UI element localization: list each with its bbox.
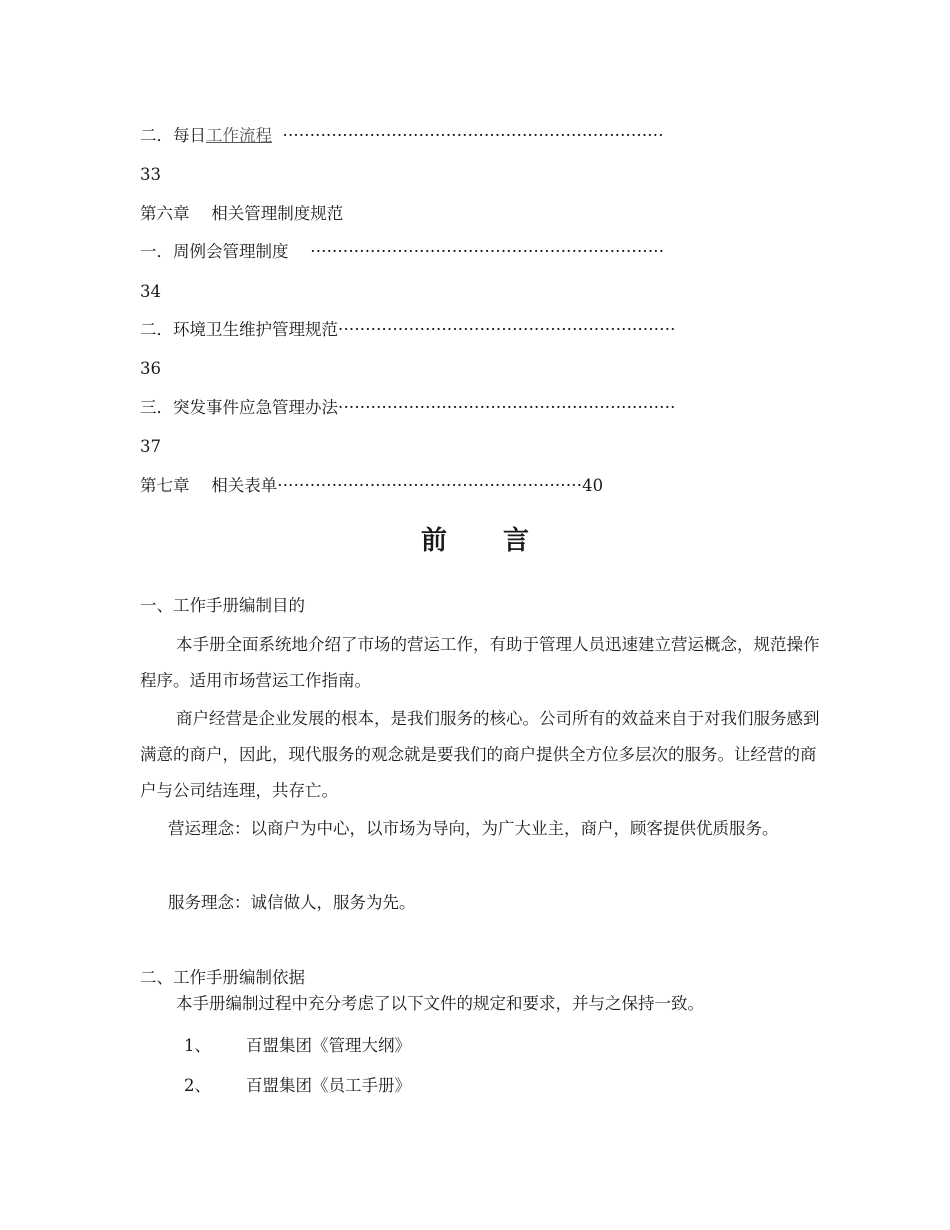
toc-entry [140, 318, 820, 342]
list-item [184, 1034, 411, 1058]
toc-page-number: 40 [582, 476, 604, 495]
toc-entry [140, 474, 820, 498]
toc-page-number: 36 [140, 359, 161, 378]
toc-leader-dots: ······································································ [282, 126, 664, 145]
toc-page-number: 37 [140, 437, 161, 456]
toc-leader-dots: ································································· [310, 242, 665, 261]
toc-entry [140, 124, 820, 148]
toc-page-number: 34 [140, 282, 161, 301]
paragraph-basis-intro: 本手册编制过程中充分考虑了以下文件的规定和要求，并与之保持一致。 [176, 994, 704, 1013]
toc-entry [140, 240, 820, 264]
toc-leader-dots: ························································ [277, 476, 583, 495]
toc-entry-prefix: 二．每日 [140, 126, 206, 145]
toc-chapter-heading: 第六章 相关管理制度规范 [140, 204, 344, 223]
list-item-number: 2、 [184, 1076, 211, 1095]
toc-link-work-process[interactable]: 工作流程 [206, 126, 272, 145]
preface-title: 前言 [420, 526, 585, 556]
paragraph-service-philosophy: 服务理念：诚信做人，服务为先。 [168, 893, 416, 912]
toc-page-number: 33 [140, 165, 161, 184]
list-item-text: 百盟集团《员工手册》 [246, 1076, 411, 1095]
paragraph-operation-philosophy: 营运理念：以商户为中心，以市场为导向，为广大业主，商户，顾客提供优质服务。 [168, 819, 779, 838]
toc-leader-dots: ······························································ [338, 398, 676, 417]
paragraph-merchant-core: 商户经营是企业发展的根本，是我们服务的核心。公司所有的效益来自于对我们服务感到满意的商户，因此，现代服务的观念就是要我们的商户提供全方位多层次的服务。让经营的商户与公司结连理，共存亡。 [140, 709, 820, 800]
list-item [184, 1074, 411, 1098]
toc-leader-dots: ······························································ [338, 320, 676, 339]
toc-entry [140, 396, 820, 420]
list-item-number: 1、 [184, 1036, 211, 1055]
section-heading-purpose: 一、工作手册编制目的 [140, 596, 305, 615]
toc-entry-prefix: 第七章 相关表单 [140, 476, 278, 495]
toc-entry-prefix: 二．环境卫生维护管理规范 [140, 320, 338, 339]
paragraph-manual-intro: 本手册全面系统地介绍了市场的营运工作，有助于管理人员迅速建立营运概念，规范操作程序。适用市场营运工作指南。 [140, 635, 820, 690]
list-item-text: 百盟集团《管理大纲》 [246, 1036, 411, 1055]
toc-entry-prefix: 三．突发事件应急管理办法 [140, 398, 338, 417]
toc-entry-prefix: 一．周例会管理制度 [140, 242, 311, 261]
section-heading-basis: 二、工作手册编制依据 [140, 968, 305, 987]
